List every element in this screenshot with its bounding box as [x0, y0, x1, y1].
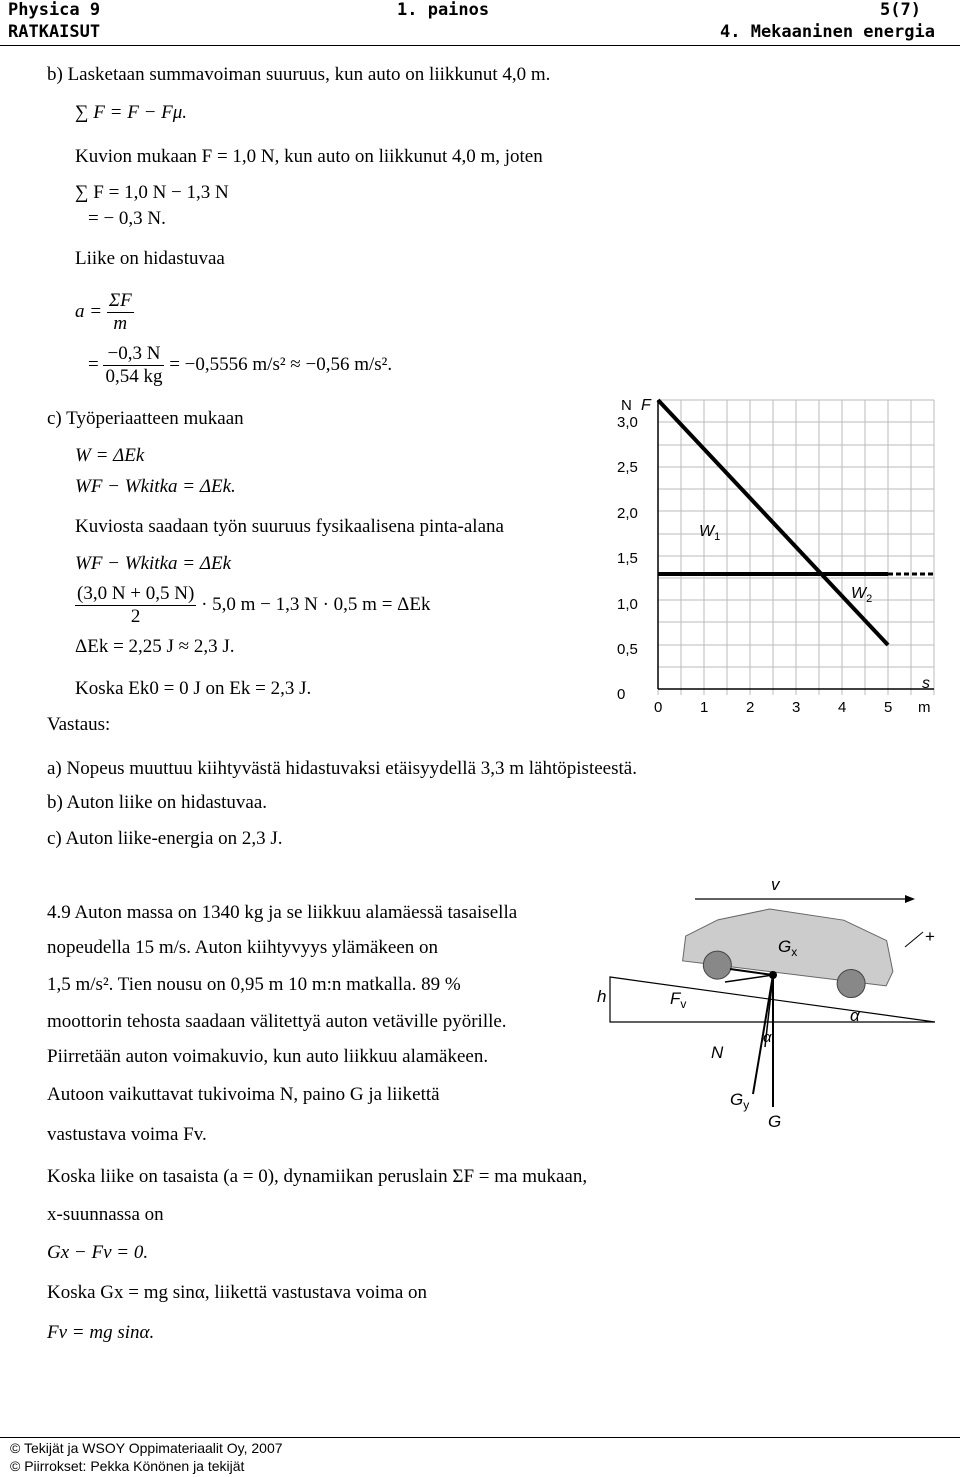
g-label: G	[768, 1112, 782, 1131]
edition: 1. painos	[397, 0, 490, 20]
y-tick-2-0: 2,0	[617, 505, 638, 522]
problem-line-5: Piirretään auton voimakuvio, kun auto liikkuu alamäkeen.	[47, 1046, 489, 1067]
answers-heading: Vastaus:	[47, 714, 111, 735]
x-tick-1: 1	[700, 699, 709, 716]
y-tick-2-5: 2,5	[617, 459, 638, 476]
part-c-eq-3: WF − Wkitka = ΔEk	[75, 553, 232, 574]
problem-eq-1: Gx − Fv = 0.	[47, 1242, 149, 1263]
part-c-intro: c) Työperiaatteen mukaan	[47, 408, 244, 429]
part-c-eq-1: W = ΔEk	[75, 445, 145, 466]
plus-label: +	[925, 927, 935, 946]
answer-c: c) Auton liike-energia on 2,3 J.	[47, 828, 283, 849]
part-c-eq-2: WF − Wkitka = ΔEk.	[75, 476, 236, 497]
part-c-eq-5: ΔEk = 2,25 J ≈ 2,3 J.	[75, 636, 235, 657]
x-symbol-label: s	[922, 675, 930, 692]
part-b-intro: b) Lasketaan summavoiman suuruus, kun auto on liikkunut 4,0 m.	[47, 64, 551, 85]
a-result: = −0,5556 m/s² ≈ −0,56 m/s².	[169, 353, 393, 375]
a-denominator: m	[113, 313, 128, 334]
problem-eq-2: Fv = mg sinα.	[47, 1322, 155, 1343]
book-title: Physica 9	[8, 0, 101, 20]
header-rule	[0, 45, 960, 46]
problem-line-8: Koska liike on tasaista (a = 0), dynamiikan peruslain ΣF = ma mukaan,	[47, 1166, 588, 1187]
car-force-diagram	[585, 872, 955, 1137]
a-fraction	[107, 290, 134, 335]
part-b-eq-sum: ∑ F = F − Fμ.	[75, 102, 188, 123]
y-tick-1-0: 1,0	[617, 596, 638, 613]
problem-line-4: moottorin tehosta saadaan välitettyä auton vetäville pyörille.	[47, 1011, 507, 1032]
gx-label: $G_x$	[778, 937, 798, 959]
w1-label: $W_1$	[699, 523, 721, 543]
a-denominator-2: 0,54 kg	[105, 366, 163, 387]
problem-line-6: Autoon vaikuttavat tukivoima N, paino G ja liikettä	[47, 1084, 440, 1105]
x-tick-5: 5	[884, 699, 893, 716]
a-fraction-2	[103, 343, 164, 388]
problem-line-9: x-suunnassa on	[47, 1204, 164, 1225]
work-formula	[75, 583, 431, 628]
a-lhs: a =	[75, 300, 103, 322]
part-b-eq-1: ∑ F = 1,0 N − 1,3 N	[75, 182, 229, 203]
part-c-text: Kuviosta saadaan työn suuruus fysikaalisena pinta-alana	[75, 516, 504, 537]
force-distance-graph	[615, 390, 960, 720]
acceleration-value: = $\frac{-0,3 N}{0,54 kg}$ = −0,5556 m/s² ≈ −0,56 m/s².	[88, 343, 393, 387]
y-symbol-label: F	[641, 397, 651, 414]
a-numerator-2: −0,3 N	[103, 343, 164, 366]
problem-line-3: 1,5 m/s². Tien nousu on 0,95 m 10 m:n matkalla. 89 %	[47, 974, 461, 995]
x-unit-label: m	[918, 699, 931, 716]
a-numerator: ΣF	[108, 290, 132, 311]
w2-label: $W_2$	[851, 585, 873, 605]
y-tick-3-0: 3,0	[617, 414, 638, 431]
alpha2-label: α	[763, 1029, 772, 1046]
problem-line-10: Koska Gx = mg sinα, liikettä vastustava voima on	[47, 1282, 428, 1303]
velocity-arrowhead	[905, 895, 915, 903]
alpha-label: α	[850, 1006, 860, 1025]
v-label: v	[771, 875, 780, 894]
n-label: N	[711, 1043, 724, 1062]
work-numerator: (3,0 N + 0,5 N)	[77, 583, 195, 604]
gy-label: $G_y$	[730, 1090, 750, 1112]
page-number: 5(7)	[880, 0, 921, 20]
footer-rule	[0, 1437, 960, 1438]
x-tick-0: 0	[654, 699, 663, 716]
acceleration-formula	[75, 290, 134, 335]
footer-illustrations: © Piirrokset: Pekka Könönen ja tekijät	[10, 1458, 245, 1474]
answer-b: b) Auton liike on hidastuvaa.	[47, 792, 268, 813]
y-unit-label: N	[621, 397, 632, 414]
problem-line-7: vastustava voima Fv.	[47, 1124, 207, 1145]
y-tick-0-5: 0,5	[617, 641, 638, 658]
plus-axis	[905, 932, 923, 947]
x-tick-4: 4	[838, 699, 847, 716]
y-tick-1-5: 1,5	[617, 550, 638, 567]
part-c-eq-6: Koska Ek0 = 0 J on Ek = 2,3 J.	[75, 678, 312, 699]
fv-label: $F_v$	[670, 989, 687, 1011]
section-title: RATKAISUT	[8, 22, 101, 42]
work-denominator: 2	[130, 606, 141, 627]
fv-arrow	[725, 975, 773, 982]
x-tick-3: 3	[792, 699, 801, 716]
part-b-eq-2: = − 0,3 N.	[88, 208, 166, 229]
part-b-motion: Liike on hidastuvaa	[75, 248, 225, 269]
h-label: h	[597, 987, 607, 1006]
answer-a: a) Nopeus muuttuu kiihtyvästä hidastuvaksi etäisyydellä 3,3 m lähtöpisteestä.	[47, 758, 637, 779]
chapter-title: 4. Mekaaninen energia	[720, 22, 935, 42]
x-tick-2: 2	[746, 699, 755, 716]
y-tick-0: 0	[617, 686, 626, 703]
problem-line-2: nopeudella 15 m/s. Auton kiihtyvyys ylämäkeen on	[47, 937, 439, 958]
footer-copyright: © Tekijät ja WSOY Oppimateriaalit Oy, 2007	[10, 1440, 283, 1456]
part-b-graph-text: Kuvion mukaan F = 1,0 N, kun auto on liikkunut 4,0 m, joten	[75, 146, 543, 167]
work-rest: · 5,0 m − 1,3 N · 0,5 m = ΔEk	[201, 593, 431, 615]
problem-line-1: 4.9 Auton massa on 1340 kg ja se liikkuu alamäessä tasaisella	[47, 902, 518, 923]
work-fraction	[75, 583, 196, 628]
